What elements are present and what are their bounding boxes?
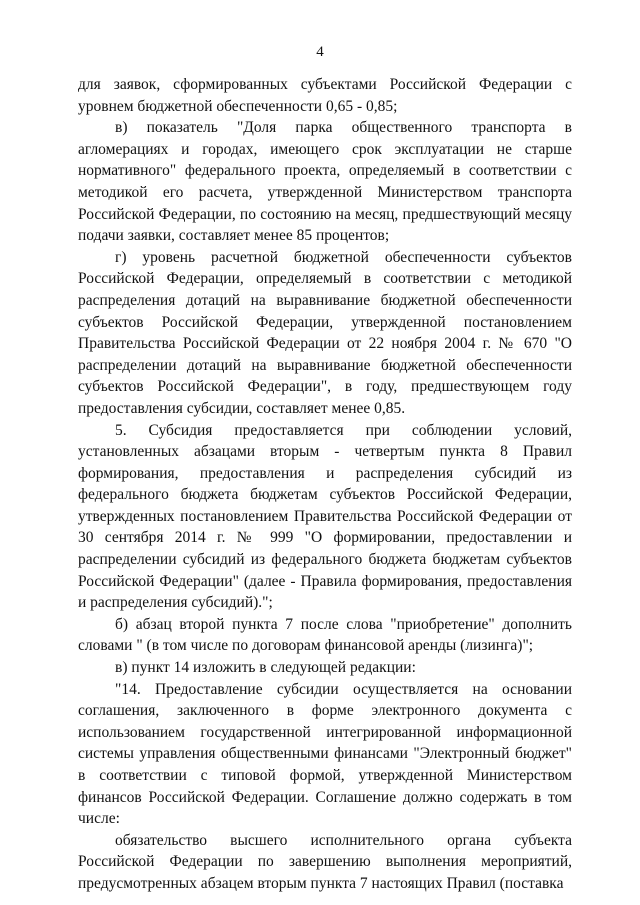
paragraph: б) абзац второй пункта 7 после слова "приобретение" дополнить словами " (в том числе по договорам финансовой аренды (лизинга)"; xyxy=(78,615,572,655)
paragraph: г) уровень расчетной бюджетной обеспеченности субъектов Российской Федерации, определяемый в соответствии с методикой распределения дотаций на выравнивание бюджетной обеспеченности субъектов Российской Федерации, утвержденной постановлением Правительства Российской Федерации от 22 ноября 2004 г. № 670 "О распределении дотаций на выравнивание бюджетной обеспеченности субъектов Российской Федерации", в году, предшествующем году предоставления субсидии, составляет менее 0,85. xyxy=(78,248,572,417)
paragraph: 5. Субсидия предоставляется при соблюдении условий, установленных абзацами вторым - четвертым пункта 8 Правил формирования, предоставления и распределения субсидий из федерального бюджета бюджетам субъектов Российской Федерации, утвержденных постановлением Правительства Российской Федерации от 30 сентября 2014 г. № 999 "О формировании, предоставлении и распределении субсидий из федерального бюджета бюджетам субъектов Российской Федерации" (далее - Правила формирования, предоставления и распределения субсидий)."; xyxy=(78,421,572,612)
paragraph: обязательство высшего исполнительного органа субъекта Российской Федерации по завершению выполнения мероприятий, предусмотренных абзацем вторым пункта 7 настоящих Правил (поставка xyxy=(78,831,572,892)
document-body xyxy=(78,74,572,895)
paragraph: для заявок, сформированных субъектами Российской Федерации с уровнем бюджетной обеспеченности 0,65 - 0,85; xyxy=(78,76,572,115)
paragraph: в) пункт 14 изложить в следующей редакции: xyxy=(115,659,416,677)
page-number: 4 xyxy=(316,44,324,60)
paragraph: "14. Предоставление субсидии осуществляется на основании соглашения, заключенного в форме электронного документа с использованием государственной интегрированной информационной системы управления общественными финансами "Электронный бюджет" в соответствии с типовой формой, утвержденной Министерством финансов Российской Федерации. Соглашение должно содержать в том числе: xyxy=(78,680,572,828)
paragraph: в) показатель "Доля парка общественного транспорта в агломерациях и городах, имеющего срок эксплуатации не старше нормативного" федерального проекта, определяемый в соответствии с методикой его расчета, утвержденной Министерством транспорта Российской Федерации, по состоянию на месяц, предшествующий месяцу подачи заявки, составляет менее 85 процентов; xyxy=(78,119,572,245)
